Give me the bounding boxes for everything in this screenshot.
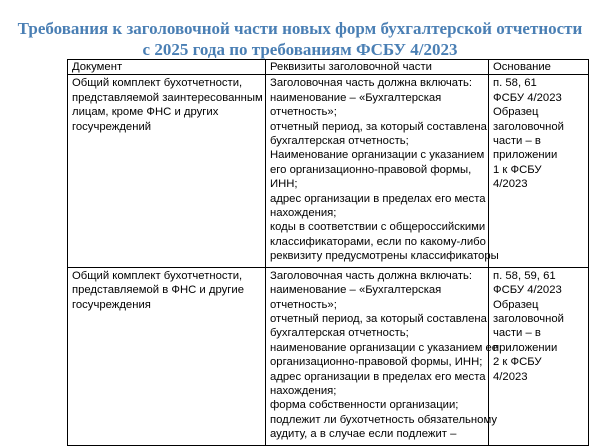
cell-document — [68, 75, 266, 267]
cell-basis — [489, 75, 589, 267]
text-line: части – в — [493, 327, 541, 340]
text-line: Заголовочная часть должна включать: — [270, 77, 473, 90]
text-line: 2 к ФСБУ — [493, 356, 542, 369]
text-line: госучреждений — [72, 120, 152, 133]
page-title — [0, 18, 600, 60]
text-line: подлежит ли бухотчетность обязательному — [270, 413, 497, 426]
cell-requisites — [266, 75, 499, 267]
title-line-1: Требования к заголовочной части новых форм бухгалтерской отчетности — [17, 19, 583, 38]
text-line: части – в — [493, 135, 541, 148]
text-line: форма собственности организации; — [270, 399, 459, 412]
text-line: приложении — [493, 149, 558, 162]
text-line: коды в соответствии с общероссийскими — [270, 221, 486, 234]
text-line: его организационно-правовой формы, — [270, 163, 472, 176]
text-line: ФСБУ 4/2023 — [493, 91, 562, 104]
text-line: 4/2023 — [493, 370, 528, 383]
text-line: организационно-правовой формы, ИНН; — [270, 356, 483, 369]
text-line: Заголовочная часть должна включать: — [270, 269, 473, 282]
header-document: Документ — [68, 60, 266, 75]
text-line: Наименование организации с указанием — [270, 149, 485, 162]
text-line: нахождения; — [270, 207, 337, 220]
title-line-2: с 2025 года по требованиям ФСБУ 4/2023 — [142, 40, 458, 59]
text-line: наименование – «Бухгалтерская — [270, 284, 442, 297]
text-line: ИНН; — [270, 178, 298, 191]
text-line: Общий комплект бухотчетности, — [72, 269, 243, 282]
text-line: аудиту, а в случае если подлежит – — [270, 428, 457, 441]
requirements-table — [67, 59, 589, 446]
text-line: п. 58, 59, 61 — [493, 269, 556, 282]
text-line: 1 к ФСБУ — [493, 163, 542, 176]
header-basis: Основание — [489, 60, 589, 75]
text-line: представляемой заинтересованным — [72, 91, 263, 104]
text-line: Общий комплект бухотчетности, — [72, 77, 243, 90]
text-line: отчетность»; — [270, 106, 337, 119]
cell-document — [68, 267, 266, 445]
text-line: классификаторами, если по какому-либо — [270, 235, 486, 248]
header-requisites: Реквизиты заголовочной части — [266, 60, 489, 75]
table-row — [68, 75, 589, 267]
text-line: заголовочной — [493, 120, 564, 133]
text-line: госучреждения — [72, 298, 151, 311]
text-line: отчетный период, за который составлена — [270, 312, 487, 325]
text-line: ФСБУ 4/2023 — [493, 284, 562, 297]
text-line: отчетность»; — [270, 298, 337, 311]
text-line: п. 58, 61 — [493, 77, 537, 90]
text-line: наименование – «Бухгалтерская — [270, 91, 442, 104]
text-line: отчетный период, за который составлена — [270, 120, 487, 133]
text-line: приложении — [493, 341, 558, 354]
text-line: лицам, кроме ФНС и других — [72, 106, 219, 119]
text-line: наименование организации с указанием ее — [270, 341, 499, 354]
text-line: адрес организации в пределах его места — [270, 370, 486, 383]
text-line: 4/2023 — [493, 178, 528, 191]
text-line: реквизиту предусмотрены классификаторы — [270, 250, 499, 263]
cell-basis — [489, 267, 589, 445]
text-line: Образец — [493, 298, 539, 311]
text-line: нахождения; — [270, 384, 337, 397]
text-line: бухгалтерская отчетность; — [270, 327, 409, 340]
text-line: бухгалтерская отчетность; — [270, 135, 409, 148]
text-line: заголовочной — [493, 312, 564, 325]
cell-requisites — [266, 267, 499, 445]
text-line: Образец — [493, 106, 539, 119]
table-header-row — [68, 60, 589, 75]
text-line: адрес организации в пределах его места — [270, 192, 486, 205]
text-line: представляемой в ФНС и другие — [72, 284, 244, 297]
table-row — [68, 267, 589, 445]
